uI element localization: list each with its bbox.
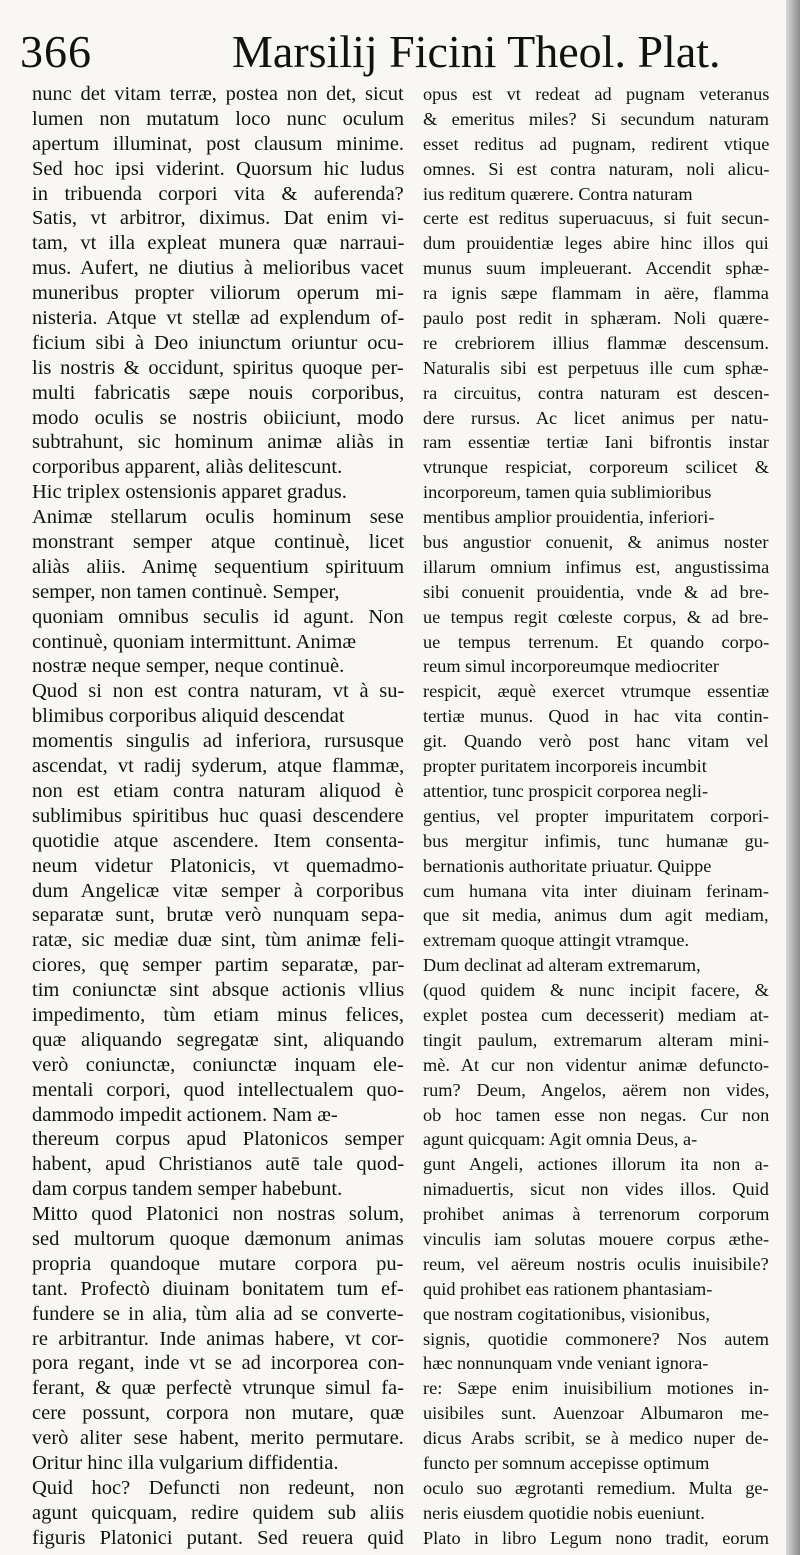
text-line: Naturalis sibi est perpetuus ille cum sphæ- — [423, 357, 769, 378]
text-line: functo per somnum accepisse optimum — [423, 1452, 710, 1473]
left-text-column — [32, 82, 404, 1551]
text-line: quotidie atque ascendere. Item consenta- — [32, 829, 404, 852]
text-line: Oritur hinc illa vulgarium diffidentia. — [32, 1451, 339, 1474]
text-line: (quod quidem & nunc incipit facere, & — [423, 980, 769, 1001]
text-line: habent, apud Christianos autē tale quod- — [32, 1153, 404, 1176]
text-line: semper, non tamen continuè. Semper, — [32, 580, 340, 603]
text-line: impedimento, tùm etiam minus felices, — [32, 1003, 404, 1026]
text-line: verò coniunctæ, coniunctæ inquam ele- — [32, 1053, 404, 1076]
text-line: blimibus corporibus aliquid descendat — [32, 705, 345, 728]
text-line: aliàs aliis. Animę sequentium spirituum — [32, 555, 404, 578]
text-line: re arbitrantur. Inde animas habere, vt cor- — [32, 1327, 404, 1350]
text-line: tertiæ munus. Quod in hac vita contin- — [423, 706, 769, 727]
text-line: reum simul incorporeumque mediocriter — [423, 656, 719, 677]
text-line: bernationis authoritate priuatur. Quippe — [423, 855, 712, 876]
text-line: nisteria. Atque vt stellæ ad explendum of- — [32, 307, 404, 330]
text-line: Hic triplex ostensionis apparet gradus. — [32, 481, 347, 504]
text-line: extremam quoque attingit vtramque. — [423, 930, 690, 951]
text-line: sed multorum quoque dæmonum animas — [32, 1227, 404, 1250]
text-line: bus angustior conuenit, & animus noster — [423, 532, 769, 553]
page-edge-shadow — [786, 0, 800, 1555]
text-line: ue tempus terrenum. Et quando corpo- — [423, 631, 769, 652]
text-line: gunt Angeli, actiones illorum ita non a- — [423, 1154, 769, 1175]
text-line: neum videtur Platonicis, vt quemadmo- — [32, 854, 404, 877]
text-line: reum, vel aëreum nostris oculis inuisibile? — [423, 1253, 769, 1274]
text-line: certe est reditus superuacuus, si fuit secun- — [423, 208, 769, 229]
text-line: Sed hoc ipsi viderint. Quorsum hic ludus — [32, 157, 404, 180]
text-line: mus. Aufert, ne diutius à melioribus vacet — [32, 257, 404, 280]
text-line: dam corpus tandem semper habebunt. — [32, 1178, 343, 1201]
text-line: sibi conuenit prouidentia, vnde & ad bre- — [423, 581, 769, 602]
text-line: figuris Platonici putant. Sed reuera quid — [32, 1526, 404, 1549]
text-line: muneribus propter viliorum operum mi- — [32, 282, 404, 305]
text-line: propria quandoque mutare corpora pu- — [32, 1252, 404, 1275]
running-title: Marsilij Ficini Theol. Plat. — [232, 26, 721, 77]
text-line: ob hoc tamen esse non negas. Cur non — [423, 1104, 769, 1125]
text-line: Mitto quod Platonici non nostras solum, — [32, 1203, 404, 1226]
text-line: tim coniunctæ sint absque actionis vllius — [32, 979, 404, 1002]
text-line: mentali corpori, quod intellectualem quo- — [32, 1078, 404, 1101]
text-line: ram essentiæ tertiæ Iani bifrontis instar — [423, 432, 769, 453]
text-line: bus mergitur infimis, tunc humanæ gu- — [423, 830, 769, 851]
text-line: respicit, æquè exercet vtrumque essentiæ — [423, 681, 769, 702]
text-line: ferant, & quæ perfectè vtrunque simul fa- — [32, 1377, 404, 1400]
text-line: agunt quicquam: Agit omnia Deus, a- — [423, 1129, 698, 1150]
text-line: ius reditum quærere. Contra naturam — [423, 183, 693, 204]
text-line: verò aliter sese habent, merito permutare. — [32, 1427, 404, 1450]
text-line: quoniam omnibus seculis id agunt. Non — [32, 605, 404, 628]
text-line: gentius, vel propter impuritatem corpori- — [423, 805, 769, 826]
text-line: momentis singulis ad inferiora, rursusque — [32, 730, 404, 753]
text-line: continuè, quoniam intermittunt. Animæ — [32, 630, 356, 653]
text-line: separatæ sunt, brutæ verò nunquam sepa- — [32, 904, 404, 927]
text-line: nimaduertis, sicut non vides illos. Quid — [423, 1179, 769, 1200]
text-line: ra circuitus, contra naturam est descen- — [423, 382, 769, 403]
text-line: dere rursus. Ac licet animus per natu- — [423, 407, 769, 428]
text-line: explet postea cum decesserit) mediam at- — [423, 1004, 769, 1025]
text-line: dicus Arabs scribit, se à medico nuper de- — [423, 1428, 769, 1449]
text-line: re crebriorem illius flammæ descensum. — [423, 332, 769, 353]
text-line: rum? Deum, Angelos, aërem non vides, — [423, 1079, 769, 1100]
text-line: tam, vt illa expleat munera quæ narraui- — [32, 232, 404, 255]
text-line: monstrant semper atque continuè, licet — [32, 531, 404, 554]
text-line: re: Sæpe enim inuisibilium motiones in- — [423, 1378, 769, 1399]
text-line: esset reditus ad pugnam, redirent vtique — [423, 133, 769, 154]
page-number: 366 — [20, 26, 92, 77]
text-line: multi fabricatis sæpe nouis corporibus, — [32, 381, 404, 404]
text-line: Quod si non est contra naturam, vt à su- — [32, 680, 404, 703]
text-line: cere possunt, corpora non mutare, quæ — [32, 1402, 404, 1425]
text-line: oculo suo ægrotanti remedium. Multa ge- — [423, 1477, 769, 1498]
text-line: tingit paulum, extremarum alteram mini- — [423, 1029, 769, 1050]
text-line: que sit media, animus dum agit mediam, — [423, 905, 769, 926]
text-line: Animæ stellarum oculis hominum sese — [32, 506, 404, 529]
text-line: prohibet animas à terrenorum corporum — [423, 1204, 769, 1225]
text-line: paulo post redit in sphæram. Noli quære- — [423, 308, 769, 329]
text-line: fundere se in alia, tùm alia ad se converte- — [32, 1302, 404, 1325]
text-line: non est etiam contra naturam aliquod è — [32, 779, 404, 802]
text-line: quæ aliquando segregatæ sint, aliquando — [32, 1028, 404, 1051]
text-line: apertum illuminat, post clausum minime. — [32, 132, 404, 155]
text-line: sublimibus spiritibus huc quasi descendere — [32, 804, 404, 827]
text-line: dammodo impedit actionem. Nam æ- — [32, 1103, 338, 1126]
text-line: quid prohibet eas rationem phantasiam- — [423, 1278, 713, 1299]
text-line: Quid hoc? Defuncti non redeunt, non — [32, 1476, 404, 1499]
text-line: dum Angelicæ vitæ semper à corporibus — [32, 879, 404, 902]
text-line: ue tempus regit cœleste corpus, & ad bre- — [423, 606, 769, 627]
text-line: vinculis iam solutas mouere corpus æthe- — [423, 1228, 769, 1249]
text-line: cum humana vita inter diuinam ferinam- — [423, 880, 769, 901]
text-line: tant. Profectò diuinam bonitatem tum ef- — [32, 1277, 404, 1300]
text-line: que nostram cogitationibus, visionibus, — [423, 1303, 710, 1324]
text-line: omnes. Si est contra naturam, noli alicu- — [423, 158, 769, 179]
right-text-column — [423, 82, 769, 1551]
text-line: git. Quando verò post hanc vitam vel — [423, 731, 769, 752]
text-line: Plato in libro Legum nono tradit, eorum — [423, 1527, 769, 1548]
text-line: incorporeum, tamen quia sublimioribus — [423, 482, 712, 503]
text-line: Satis, vt arbitror, diximus. Dat enim vi- — [32, 207, 404, 230]
text-line: ficium sibi à Deo iniunctum oriuntur ocu- — [32, 331, 404, 354]
text-line: signis, quotidie commonere? Nos autem — [423, 1328, 769, 1349]
text-line: attentior, tunc prospicit corporea negli- — [423, 780, 709, 801]
text-line: Dum declinat ad alteram extremarum, — [423, 955, 701, 976]
text-line: nunc det vitam terræ, postea non det, sicut — [32, 83, 404, 105]
text-line: mè. At cur non videntur animæ defuncto- — [423, 1054, 769, 1075]
text-line: ratæ, sic mediæ duæ sint, tùm animæ feli- — [32, 929, 404, 952]
text-line: neris eiusdem quotidie nobis eueniunt. — [423, 1502, 705, 1523]
text-line: in tribuenda corpori vita & auferenda? — [32, 182, 404, 205]
text-line: munus suum impleuerant. Accendit sphæ- — [423, 258, 769, 279]
text-line: agunt quicquam, redire quidem sub aliis — [32, 1501, 404, 1524]
text-line: lis nostris & occidunt, spiritus quoque per- — [32, 356, 404, 379]
page-header — [20, 14, 780, 82]
text-line: thereum corpus apud Platonicos semper — [32, 1128, 404, 1151]
text-line: subtrahunt, sic hominum animæ aliàs in — [32, 431, 404, 454]
text-line: dum prouidentiæ leges abire hinc illos qui — [423, 233, 769, 254]
text-line: propter puritatem incorporeis incumbit — [423, 756, 707, 777]
text-line: nostræ neque semper, neque continuè. — [32, 655, 345, 678]
text-line: lumen non mutatum loco nunc oculum — [32, 107, 404, 130]
text-line: corporibus apparent, aliàs delitescunt. — [32, 456, 343, 479]
text-line: ciores, quę semper partim separatæ, par- — [32, 954, 404, 977]
text-line: ascendat, vt radij syderum, atque flammæ, — [32, 755, 404, 778]
text-line: ra ignis sæpe flammam in aëre, flamma — [423, 283, 769, 304]
text-line: & emeritus miles? Si secundum naturam — [423, 108, 769, 129]
text-line: vtrunque respiciat, corporeum scilicet & — [423, 457, 769, 478]
text-line: mentibus amplior prouidentia, inferiori- — [423, 507, 715, 528]
text-line: uisibiles sunt. Auenzoar Albumaron me- — [423, 1403, 769, 1424]
text-line: modo oculis se nostris obiiciunt, modo — [32, 406, 404, 429]
text-line: hæc nonnunquam vnde veniant ignora- — [423, 1353, 709, 1374]
text-line: pora regant, inde vt se ad incorporea con- — [32, 1352, 404, 1375]
text-line: illarum omnium infimus est, angustissima — [423, 556, 769, 577]
text-line: opus est vt redeat ad pugnam veteranus — [423, 84, 769, 104]
